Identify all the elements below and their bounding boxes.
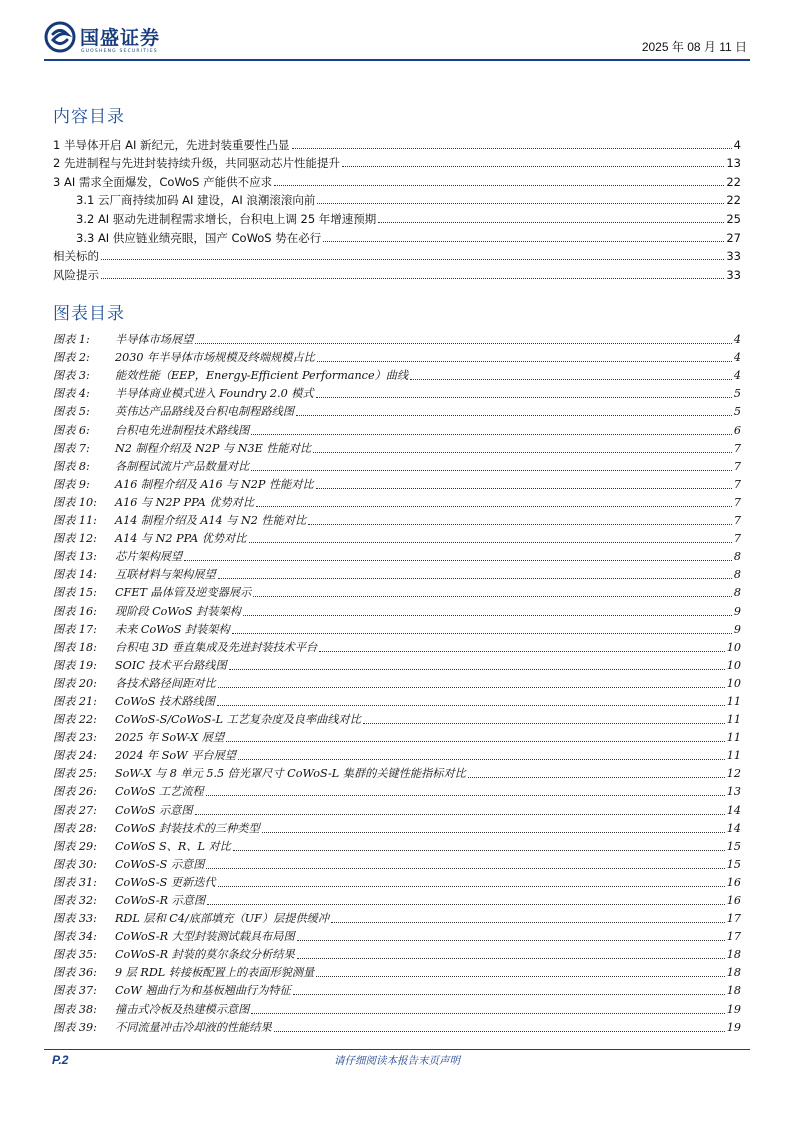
leader-dots bbox=[184, 560, 732, 561]
figure-entry-page: 11 bbox=[726, 731, 741, 745]
leader-dots bbox=[218, 886, 725, 887]
page-header bbox=[0, 0, 794, 66]
figure-title: 半导体商业模式进入 Foundry 2.0 模式 bbox=[115, 387, 314, 401]
figure-entry-label bbox=[53, 984, 291, 998]
figure-number: 图表 29: bbox=[53, 839, 97, 853]
figure-entry[interactable] bbox=[53, 347, 741, 365]
figure-entry-page: 19 bbox=[726, 1020, 741, 1034]
figure-title: CoWoS 技术路线图 bbox=[115, 694, 215, 708]
figure-entry-page: 17 bbox=[726, 912, 741, 926]
figure-title: CoWoS-S/CoWoS-L 工艺复杂度及良率曲线对比 bbox=[115, 713, 361, 727]
figure-entry[interactable] bbox=[53, 799, 741, 817]
figure-entry[interactable] bbox=[53, 980, 741, 998]
leader-dots bbox=[195, 814, 725, 815]
figure-entry-page: 10 bbox=[726, 676, 741, 690]
leader-dots bbox=[218, 578, 732, 579]
figure-entry-label bbox=[53, 713, 361, 727]
figure-entry[interactable] bbox=[53, 1017, 741, 1035]
leader-dots bbox=[292, 148, 732, 149]
figure-entry[interactable] bbox=[53, 890, 741, 908]
figure-number: 图表 19: bbox=[53, 658, 97, 672]
figure-number: 图表 2: bbox=[53, 351, 90, 365]
figure-title: A16 制程介绍及 A16 与 N2P 性能对比 bbox=[115, 477, 314, 491]
figure-entry[interactable] bbox=[53, 510, 741, 528]
figure-entry-label bbox=[53, 749, 236, 763]
figure-entry[interactable] bbox=[53, 401, 741, 419]
figure-entry-label bbox=[53, 785, 204, 799]
toc-entry-page: 33 bbox=[726, 249, 741, 264]
figure-number: 图表 23: bbox=[53, 731, 97, 745]
figure-title: RDL 层和 C4/底部填充（UF）层提供缓冲 bbox=[115, 912, 330, 926]
figure-entry[interactable] bbox=[53, 872, 741, 890]
leader-dots bbox=[331, 922, 725, 923]
figure-entry[interactable] bbox=[53, 836, 741, 854]
figure-entry-label bbox=[53, 532, 247, 546]
leader-dots bbox=[313, 452, 732, 453]
figure-title: 台积电 3D 垂直集成及先进封装技术平台 bbox=[115, 640, 318, 654]
figure-number: 图表 24: bbox=[53, 749, 97, 763]
leader-dots bbox=[296, 415, 732, 416]
figure-number: 图表 22: bbox=[53, 713, 97, 727]
leader-dots bbox=[251, 434, 732, 435]
leader-dots bbox=[243, 615, 732, 616]
leader-dots bbox=[253, 596, 732, 597]
leader-dots bbox=[233, 850, 725, 851]
figure-title: 各制程试流片产品数量对比 bbox=[115, 459, 250, 473]
figure-title: 芯片架构展望 bbox=[115, 550, 183, 564]
figure-number: 图表 34: bbox=[53, 930, 97, 944]
figure-number: 图表 7: bbox=[53, 441, 90, 455]
toc-entry-page: 22 bbox=[726, 193, 741, 208]
figure-number: 图表 17: bbox=[53, 622, 97, 636]
leader-dots bbox=[206, 795, 725, 796]
figure-title: CoWoS-S 示意图 bbox=[115, 857, 205, 871]
figure-entry-label bbox=[53, 677, 216, 691]
figure-entry-page: 9 bbox=[733, 604, 741, 618]
figure-title: A14 与 N2 PPA 优势对比 bbox=[115, 532, 247, 546]
leader-dots bbox=[238, 759, 725, 760]
figure-entry[interactable] bbox=[53, 600, 741, 618]
leader-dots bbox=[101, 278, 724, 279]
figure-title: 不同流量冲击冷却液的性能结果 bbox=[115, 1020, 272, 1034]
figure-number: 图表 16: bbox=[53, 604, 97, 618]
figure-entry[interactable] bbox=[53, 637, 741, 655]
figure-entry[interactable] bbox=[53, 329, 741, 347]
leader-dots bbox=[226, 741, 725, 742]
figure-entry-page: 11 bbox=[726, 749, 741, 763]
figure-entry-label bbox=[53, 912, 329, 926]
toc-entry[interactable] bbox=[53, 263, 741, 282]
leader-dots bbox=[217, 705, 725, 706]
leader-dots bbox=[319, 651, 725, 652]
figure-entry-label bbox=[53, 966, 314, 980]
figure-entry-page: 7 bbox=[733, 477, 741, 491]
figure-number: 图表 9: bbox=[53, 477, 90, 491]
figure-number: 图表 27: bbox=[53, 803, 97, 817]
figure-entry[interactable] bbox=[53, 492, 741, 510]
leader-dots bbox=[232, 633, 732, 634]
figure-entry-page: 8 bbox=[733, 550, 741, 564]
figure-entry[interactable] bbox=[53, 745, 741, 763]
figure-number: 图表 33: bbox=[53, 912, 97, 926]
toc-entry[interactable] bbox=[53, 189, 741, 208]
figure-entry[interactable] bbox=[53, 908, 741, 926]
figure-entry-page: 4 bbox=[733, 333, 741, 347]
figures-title: 图表目录 bbox=[53, 304, 125, 324]
toc-entry[interactable] bbox=[53, 133, 741, 152]
toc-entry-page: 22 bbox=[726, 174, 741, 189]
figure-entry-label bbox=[53, 478, 314, 492]
brand-logo bbox=[44, 21, 244, 61]
figure-title: N2 制程介绍及 N2P 与 N3E 性能对比 bbox=[115, 441, 312, 455]
figure-entry-label bbox=[53, 858, 204, 872]
figure-number: 图表 13: bbox=[53, 550, 97, 564]
toc-entry-label: 3.1 云厂商持续加码 AI 建设，AI 浪潮滚滚向前 bbox=[76, 193, 316, 208]
leader-dots bbox=[297, 958, 725, 959]
figure-entry-page: 12 bbox=[726, 767, 741, 781]
toc-entry-page: 25 bbox=[726, 211, 741, 226]
figure-number: 图表 4: bbox=[53, 387, 90, 401]
figure-entry-page: 4 bbox=[733, 351, 741, 365]
figure-entry-page: 11 bbox=[726, 694, 741, 708]
figure-title: SoW-X 与 8 单元 5.5 倍光罩尺寸 CoWoS-L 集群的关键性能指标对比 bbox=[115, 767, 466, 781]
figure-entry-label bbox=[53, 333, 193, 347]
figure-number: 图表 6: bbox=[53, 423, 90, 437]
figure-number: 图表 32: bbox=[53, 894, 97, 907]
figure-entry-page: 18 bbox=[726, 966, 741, 980]
leader-dots bbox=[207, 904, 725, 905]
toc-entry-label: 3 AI 需求全面爆发，CoWoS 产能供不应求 bbox=[53, 174, 273, 189]
leader-dots bbox=[251, 1013, 724, 1014]
figure-entry-page: 6 bbox=[733, 423, 741, 437]
figure-number: 图表 39: bbox=[53, 1020, 97, 1034]
figure-entry-page: 17 bbox=[726, 930, 741, 944]
leader-dots bbox=[323, 241, 724, 242]
footer-divider bbox=[44, 1049, 750, 1050]
toc-entry-label: 1 半导体开启 AI 新纪元，先进封装重要性凸显 bbox=[53, 137, 290, 152]
figure-number: 图表 30: bbox=[53, 857, 97, 871]
figure-title: CoWoS 示意图 bbox=[115, 803, 193, 817]
figure-number: 图表 11: bbox=[53, 514, 97, 528]
figure-entry[interactable] bbox=[53, 727, 741, 745]
figure-title: 2030 年半导体市场规模及终端规模占比 bbox=[115, 351, 315, 365]
figure-number: 图表 28: bbox=[53, 821, 97, 835]
brand-name: 国盛证券 bbox=[80, 27, 161, 49]
figure-number: 图表 3: bbox=[53, 369, 90, 383]
figure-number: 图表 10: bbox=[53, 495, 97, 509]
figure-entry-page: 7 bbox=[733, 532, 741, 546]
figure-number: 图表 25: bbox=[53, 767, 97, 781]
figure-title: A14 制程介绍及 A14 与 N2 性能对比 bbox=[115, 514, 307, 528]
figure-entry-label bbox=[53, 840, 231, 854]
figure-entry-label bbox=[53, 514, 306, 528]
figure-entry-label bbox=[53, 405, 294, 419]
figure-entry-label bbox=[53, 387, 314, 401]
leader-dots bbox=[293, 994, 725, 995]
toc-entry[interactable] bbox=[53, 170, 741, 189]
figure-title: CoWoS-R 示意图 bbox=[115, 894, 206, 907]
figure-entry[interactable] bbox=[53, 709, 741, 727]
disclaimer-note: 请仔细阅读本报告末页声明 bbox=[334, 1055, 460, 1067]
figure-entry[interactable] bbox=[53, 438, 741, 456]
figure-entry-page: 14 bbox=[726, 821, 741, 835]
figure-entry-page: 9 bbox=[733, 622, 741, 636]
leader-dots bbox=[468, 777, 725, 778]
figure-entry-label bbox=[53, 641, 317, 655]
toc-entry-page: 4 bbox=[733, 137, 741, 152]
figure-number: 图表 20: bbox=[53, 676, 97, 690]
brand-subtitle: GUOSHENG SECURITIES bbox=[81, 49, 158, 54]
leader-dots bbox=[317, 203, 724, 204]
figure-number: 图表 12: bbox=[53, 532, 97, 546]
figure-entry[interactable] bbox=[53, 962, 741, 980]
figure-entry[interactable] bbox=[53, 474, 741, 492]
toc-entry-page: 27 bbox=[726, 230, 741, 245]
figure-number: 图表 31: bbox=[53, 875, 97, 889]
leader-dots bbox=[363, 723, 725, 724]
figure-entry-label bbox=[53, 948, 295, 962]
figure-entry[interactable] bbox=[53, 781, 741, 799]
figure-title: 各技术路径间距对比 bbox=[115, 676, 216, 690]
leader-dots bbox=[378, 222, 724, 223]
leader-dots bbox=[256, 506, 732, 507]
header-divider bbox=[44, 59, 750, 61]
figure-entry-page: 5 bbox=[733, 405, 741, 419]
figure-title: CoWoS-R 封装的莫尔条纹分析结果 bbox=[115, 948, 295, 962]
figure-entry-page: 7 bbox=[733, 514, 741, 528]
figures-list bbox=[53, 329, 741, 1035]
figure-title: 互联材料与架构展望 bbox=[115, 568, 216, 582]
figure-number: 图表 38: bbox=[53, 1002, 97, 1016]
figure-entry-page: 18 bbox=[726, 984, 741, 998]
figure-entry-page: 7 bbox=[733, 495, 741, 509]
toc-entry-page: 33 bbox=[726, 267, 741, 282]
figure-number: 图表 21: bbox=[53, 694, 97, 708]
page-number: P.2 bbox=[52, 1053, 69, 1067]
figure-title: CoWoS S、R、L 对比 bbox=[115, 839, 231, 853]
toc-entry[interactable] bbox=[53, 152, 741, 171]
figure-entry-page: 7 bbox=[733, 459, 741, 473]
figure-entry[interactable] bbox=[53, 365, 741, 383]
figure-entry[interactable] bbox=[53, 564, 741, 582]
figure-entry-label bbox=[53, 767, 466, 781]
figure-title: A16 与 N2P PPA 优势对比 bbox=[115, 495, 255, 509]
figure-title: 9 层 RDL 转接板配置上的表面形貌测量 bbox=[115, 966, 315, 980]
figure-entry-label bbox=[53, 930, 295, 944]
figure-title: 2024 年 SoW 平台展望 bbox=[115, 749, 236, 763]
leader-dots bbox=[297, 940, 725, 941]
figure-entry[interactable] bbox=[53, 691, 741, 709]
figure-entry[interactable] bbox=[53, 998, 741, 1016]
contents-title: 内容目录 bbox=[53, 107, 125, 127]
toc-entry-label: 3.2 AI 驱动先进制程需求增长，台积电上调 25 年增速预期 bbox=[76, 211, 377, 226]
leader-dots bbox=[316, 488, 732, 489]
figure-entry-label bbox=[53, 731, 224, 745]
figure-entry-label bbox=[53, 822, 260, 836]
figure-title: 现阶段 CoWoS 封装架构 bbox=[115, 604, 241, 618]
figure-entry-label bbox=[53, 586, 251, 600]
figure-number: 图表 1: bbox=[53, 333, 90, 347]
figure-title: 未来 CoWoS 封装架构 bbox=[115, 622, 230, 636]
figure-entry-page: 7 bbox=[733, 441, 741, 455]
figure-title: CoWoS 封装技术的三种类型 bbox=[115, 821, 260, 835]
figure-entry[interactable] bbox=[53, 926, 741, 944]
toc-entry-label: 2 先进制程与先进封装持续升级，共同驱动芯片性能提升 bbox=[53, 156, 340, 171]
leader-dots bbox=[218, 687, 725, 688]
figure-number: 图表 14: bbox=[53, 568, 97, 582]
figure-title: CoWoS 工艺流程 bbox=[115, 785, 204, 799]
figure-entry-label bbox=[53, 550, 182, 564]
toc-entry-label: 风险提示 bbox=[53, 267, 99, 282]
leader-dots bbox=[101, 259, 724, 260]
figure-entry-label bbox=[53, 605, 241, 619]
figure-entry-page: 16 bbox=[726, 894, 741, 907]
figure-entry-page: 14 bbox=[726, 803, 741, 817]
figure-entry-label bbox=[53, 623, 230, 637]
figure-entry[interactable] bbox=[53, 818, 741, 836]
figure-title: CoWoS-S 更新迭代 bbox=[115, 875, 216, 889]
figure-entry[interactable] bbox=[53, 419, 741, 437]
figure-entry[interactable] bbox=[53, 944, 741, 962]
toc-entry[interactable] bbox=[53, 226, 741, 245]
leader-dots bbox=[274, 1031, 725, 1032]
figure-entry[interactable] bbox=[53, 582, 741, 600]
leader-dots bbox=[195, 343, 732, 344]
figure-title: CoWoS-R 大型封装测试载具布局图 bbox=[115, 930, 295, 944]
figure-entry[interactable] bbox=[53, 528, 741, 546]
figure-title: SOIC 技术平台路线图 bbox=[115, 658, 227, 672]
leader-dots bbox=[206, 868, 724, 869]
figure-entry[interactable] bbox=[53, 383, 741, 401]
figure-number: 图表 26: bbox=[53, 785, 97, 799]
figure-entry-page: 19 bbox=[726, 1002, 741, 1016]
figure-entry-label bbox=[53, 442, 311, 456]
leader-dots bbox=[262, 832, 725, 833]
figure-number: 图表 18: bbox=[53, 640, 97, 654]
figure-entry-label bbox=[53, 424, 249, 438]
figure-entry-page: 11 bbox=[726, 713, 741, 727]
leader-dots bbox=[249, 542, 732, 543]
figure-entry-page: 8 bbox=[733, 568, 741, 582]
toc-entry-page: 13 bbox=[726, 156, 741, 171]
figure-number: 图表 15: bbox=[53, 586, 97, 600]
figure-number: 图表 8: bbox=[53, 459, 90, 473]
leader-dots bbox=[342, 166, 724, 167]
figure-entry-page: 4 bbox=[733, 369, 741, 383]
figure-entry-page: 15 bbox=[726, 857, 741, 871]
figure-number: 图表 5: bbox=[53, 405, 90, 419]
figure-entry-page: 18 bbox=[726, 948, 741, 962]
figure-entry-page: 15 bbox=[726, 839, 741, 853]
figure-entry-page: 5 bbox=[733, 387, 741, 401]
figure-title: 半导体市场展望 bbox=[115, 333, 194, 347]
leader-dots bbox=[308, 524, 732, 525]
figure-entry-label bbox=[53, 351, 315, 365]
leader-dots bbox=[317, 361, 732, 362]
figure-entry-page: 8 bbox=[733, 586, 741, 600]
figure-entry-label bbox=[53, 894, 205, 908]
leader-dots bbox=[410, 379, 732, 380]
figure-title: 撞击式冷板及热建模示意图 bbox=[115, 1002, 250, 1016]
figure-entry-label bbox=[53, 496, 254, 510]
leader-dots bbox=[229, 669, 725, 670]
toc-entry[interactable] bbox=[53, 207, 741, 226]
figure-title: 台积电先进制程技术路线图 bbox=[115, 423, 250, 437]
toc-entry[interactable] bbox=[53, 245, 741, 264]
figure-entry-label bbox=[53, 1003, 249, 1017]
leader-dots bbox=[251, 470, 732, 471]
figure-title: CoW 翘曲行为和基板翘曲行为特征 bbox=[115, 984, 291, 998]
figure-entry-label bbox=[53, 695, 215, 709]
leader-dots bbox=[316, 976, 725, 977]
figure-entry-page: 10 bbox=[726, 658, 741, 672]
figure-entry-label bbox=[53, 1021, 272, 1035]
figure-title: 2025 年 SoW-X 展望 bbox=[115, 731, 225, 745]
figure-entry[interactable] bbox=[53, 456, 741, 474]
leader-dots bbox=[316, 397, 732, 398]
figure-number: 图表 35: bbox=[53, 948, 97, 962]
figure-number: 图表 37: bbox=[53, 984, 97, 998]
toc-entry-label: 3.3 AI 供应链业绩亮眼，国产 CoWoS 势在必行 bbox=[76, 230, 322, 245]
figure-title: CFET 晶体管及逆变器展示 bbox=[115, 586, 252, 600]
figure-entry[interactable] bbox=[53, 673, 741, 691]
figure-entry[interactable] bbox=[53, 655, 741, 673]
figure-entry-label bbox=[53, 804, 193, 818]
figure-entry-label bbox=[53, 659, 227, 673]
figure-title: 能效性能（EEP，Energy-Efficient Performance）曲线 bbox=[115, 369, 409, 383]
figure-entry[interactable] bbox=[53, 854, 741, 872]
figure-entry[interactable] bbox=[53, 546, 741, 564]
figure-entry-page: 10 bbox=[726, 640, 741, 654]
figure-entry[interactable] bbox=[53, 763, 741, 781]
figure-entry-label bbox=[53, 460, 249, 474]
figure-entry-label bbox=[53, 369, 408, 383]
figure-entry-page: 13 bbox=[726, 785, 741, 799]
report-date: 2025 年 08 月 11 日 bbox=[641, 40, 747, 54]
leader-dots bbox=[274, 185, 724, 186]
figure-entry-page: 16 bbox=[726, 875, 741, 889]
figure-entry-label bbox=[53, 568, 216, 582]
contents-list bbox=[53, 133, 741, 282]
figure-entry-label bbox=[53, 876, 216, 890]
figure-entry[interactable] bbox=[53, 619, 741, 637]
figure-title: 英伟达产品路线及台积电制程路线图 bbox=[115, 405, 295, 419]
toc-entry-label: 相关标的 bbox=[53, 249, 99, 264]
figure-number: 图表 36: bbox=[53, 966, 97, 980]
brand-emblem-icon bbox=[44, 21, 76, 53]
